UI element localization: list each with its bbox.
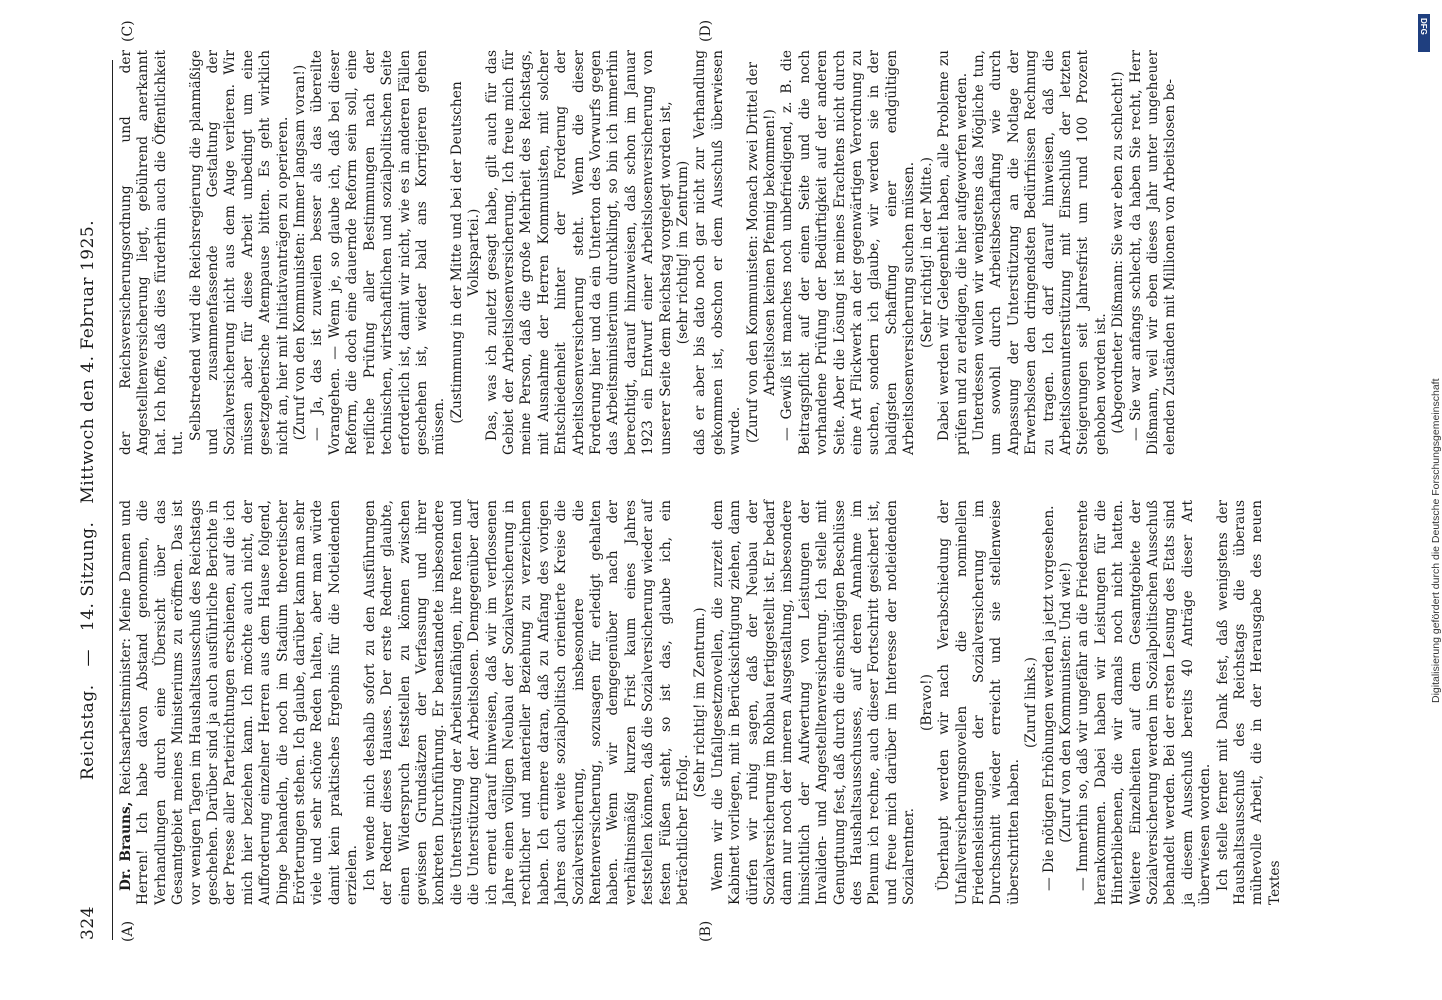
page-number: 324 — [78, 906, 98, 940]
interjection: (sehr richtig! im Zentrum) — [675, 160, 691, 345]
margin-marker-d: (D) — [698, 19, 714, 42]
paragraph: Dabei werden wir Gelegenheit haben, alle Probleme zu prüfen und zu erledigen, die hier aufgeworfen werden. — [936, 50, 970, 455]
interjection: (Zustimmung in der Mitte und bei der Deutschen Volkspartei.) — [448, 81, 483, 424]
digitization-credit — [1418, 8, 1442, 998]
interjection: (Zuruf von den Kommunisten: Und wie!) — [1057, 562, 1074, 843]
speech-text: Meine Damen und Herren! Ich habe davon Abstand genommen, die Verhandlungen durch eine Übersicht über das Gesamtgebiet meines Ministeriums zu eröffnen. Das ist vor wenigen Tagen im Haushaltsausschuß des Reichstags geschehen. Darüber sind ja auch ausführliche Berichte in der Presse aller Parteirichtungen erschienen, auf die ich mich hier beziehen kann. Ich möchte auch nicht, der Aufforderung einzelner Herren aus dem Hause folgend, Dinge behandeln, die noch im Stadium theoretischer Erörterungen stehen. Ich glaube, darüber kann man sehr viele und sehr schöne Reden halten, aber man würde damit kein praktisches Ergebnis für die Notleidenden erzielen. — [118, 500, 361, 905]
paragraph: Ich wende mich deshalb sofort zu den Ausführungen der Redner dieses Hauses. Der erste Redner glaubte, einen Widerspruch feststellen zu können zwischen gewissen Grundsätzen der Verfassung und ihrer konkreten Durchführung. Er beanstandete insbesondere die Unterstützung der Arbeitsunfähigen, ihre Renten und die Unterstützung der Arbeitslosen. Demgegenüber darf ich erneut darauf hinweisen, daß wir im verflossenen Jahre einen völligen Neubau der Sozialversicherung in rechtlicher und materieller Beziehung zu verzeichnen haben. Ich erinnere daran, daß zu Anfang des vorigen Jahres auch weite sozialpolitisch orientierte Kreise die Sozialversicherung, insbesondere die Rentenversicherung, sozusagen für erledigt gehalten haben. Wenn wir demgegenüber nach der verhältnismäßig kurzen Frist kaum eines Jahres feststellen können, daß die Sozialversicherung wieder auf festen Füßen steht, so ist das, glaube ich, ein beträchtlicher Erfolg. — [361, 500, 691, 905]
header-session: 14. Sitzung. — [78, 521, 98, 632]
paragraph: der Reichsversicherungsordnung und der Angestelltenversicherung liegt, gebührend anerkannt hat. Ich hoffe, daß dies fürderhin auch die Öffentlichkeit tut. — [118, 50, 187, 455]
interjection: (Zuruf von den Kommunisten: Immer langsam voran!) — [292, 64, 309, 441]
paragraph: — Sie war anfangs schlecht, da haben Sie recht, Herr Dißmann, weil wir eben dieses Jahr unter ungeheuer elenden Zuständen mit Millionen von Arbeitslosen be- — [1127, 50, 1179, 455]
dfg-logo: DFG — [1418, 14, 1430, 52]
left-column — [118, 500, 1284, 905]
margin-marker-c: (C) — [120, 20, 136, 42]
interjection: (Abgeordneter Dißmann: Sie war eben zu schlecht!) — [1110, 71, 1127, 434]
paragraph: Überhaupt werden wir nach Verabschiedung der Unfallversicherungsnovellen die nominellen Friedensleistungen der Sozialversicherung im Durchschnitt wieder erreicht und sie stellenweise überschritten haben. — [936, 500, 1022, 905]
speaker-name: Dr. Brauns, — [118, 801, 134, 891]
interjection: (Bravo!) — [918, 674, 935, 731]
paragraph — [118, 500, 362, 905]
right-column — [118, 50, 1180, 455]
margin-marker-a: (A) — [120, 920, 136, 942]
paragraph: Ich stelle ferner mit Dank fest, daß wenigstens der Haushaltsausschuß des Reichstags die überaus mühevolle Arbeit, die in der Herausgabe des neuen Textes — [1214, 500, 1283, 905]
paragraph: Das, was ich zuletzt gesagt habe, gilt auch für das Gebiet der Arbeitslosenversicherung. Ich freue mich für meine Person, daß die große Mehrheit des Reichstags, mit Ausnahme der Herren Kommunisten, mit solcher Entschiedenheit hinter der Forderung der Arbeitslosenversicherung steht. Wenn die dieser Forderung hier und da ein Unterton des Vorwurfs gegen das Arbeitsministerium durchklingt, so bin ich immerhin berechtigt, darauf hinzuweisen, daß schon im Januar 1923 ein Entwurf einer Arbeitslosenversicherung von unserer Seite dem Reichstag vorgelegt worden ist, — [483, 50, 674, 455]
paragraph: — Ja, das ist zuweilen besser als das übereilte Vorangehen. — Wenn je, so glaube ich, daß bei dieser Reform, die doch eine dauernde Reform sein soll, eine reifliche Prüfung aller Bestimmungen nach der technischen, wirtschaftlichen und sozialpolitischen Seite erforderlich ist, damit wir nicht, wie es in anderen Fällen geschehen ist, wieder bald ans Korrigieren gehen müssen. — [309, 50, 448, 455]
interjection: (Zuruf von den Kommunisten: Monach zwei Drittel der Arbeitslosen keinen Pfennig bekommen!) — [744, 61, 779, 444]
paragraph: Unterdessen wollen wir wenigstens das Mögliche tun, um sowohl durch Arbeitsbeschaffung wie durch Anpassung der Unterstützung an die Notlage der Erwerbslosen den dringendsten Bedürfnissen Rechnung zu tragen. Ich darf darauf hinweisen, daß die Arbeitslosenunterstützung mit Einschluß der letzten Steigerungen seit Jahresfrist um rund 100 Prozent gehoben worden ist. — [970, 50, 1109, 455]
paragraph: daß er aber bis dato noch gar nicht zur Verhandlung gekommen ist, obschon er dem Ausschuß überwiesen wurde. — [692, 50, 744, 455]
paragraph: — Die nötigen Erhöhungen werden ja jetzt vorgesehen. — [1040, 505, 1057, 891]
interjection: (Sehr richtig! im Zentrum.) — [692, 607, 709, 798]
speaker-role: Reichsarbeitsminister: — [118, 638, 134, 796]
interjection: (Sehr richtig! in der Mitte.) — [918, 157, 935, 348]
paragraph: Wenn wir die Unfallgesetznovellen, die zurzeit dem Kabinett vorliegen, mit in Berücksichtigung ziehen, dann dürfen wir ruhig sagen, daß der Neubau der Sozialversicherung im Rohbau fertiggestellt ist. Er bedarf dann nur noch der inneren Ausgestaltung, insbesondere hinsichtlich der Aufwertung von Leistungen der Invaliden- und Angestelltenversicherung. Ich stelle mit Genugtuung fest, daß durch die einschlägigen Beschlüsse des Haushaltsausschusses, auf deren Annahme im Plenum ich rechne, auch dieser Fortschritt gesichert ist, und freue mich darüber im Interesse der notleidenden Sozialrentner. — [709, 500, 918, 905]
header-dash: — — [78, 648, 98, 667]
paragraph: — Gewiß ist manches noch unbefriedigend, z. B. die Beitragspflicht auf der einen Seite und die noch vorhandene Prüfung der Bedürftigkeit auf der anderen Seite. Aber die Lösung ist meines Erachtens nicht durch eine Art Flickwerk an der gegenwärtigen Verordnung zu suchen, sondern ich glaube, wir werden sie in der baldigsten Schaffung einer endgültigen Arbeitslosenversicherung suchen müssen. — [779, 50, 918, 455]
margin-marker-b: (B) — [698, 920, 714, 942]
interjection: (Zuruf links.) — [1023, 656, 1040, 749]
paragraph: — Immerhin so, daß wir ungefähr an die Friedensrente herankommen. Dabei haben wir Leistungen für die Hinterbliebenen, die wir damals noch nicht hatten. Weitere Einzelheiten auf dem Gesamtgebiete der Sozialversicherung werden im Sozialpolitischen Ausschuß behandelt werden. Bei der ersten Lesung des Etats sind ja diesem Ausschuß bereits 40 Anträge dieser Art überwiesen worden. — [1075, 500, 1214, 905]
header-rule — [112, 60, 113, 940]
header-title — [78, 60, 98, 940]
paragraph: Selbstredend wird die Reichsregierung die planmäßige und zusammenfassende Gestaltung der Sozialversicherung nicht aus dem Auge verlieren. Wir müssen aber für diese Arbeit unbedingt um eine gesetzgeberische Atempause bitten. Es geht wirklich nicht an, hier mit Initiativanträgen zu operieren. — [187, 50, 291, 455]
header-body: Reichstag. — [78, 684, 98, 781]
header-date: Mittwoch den 4. Februar 1925. — [78, 219, 98, 504]
running-header — [70, 60, 110, 940]
credit-text: Digitalisierung gefördert durch die Deutsche Forschungsgemeinschaft — [1430, 378, 1442, 703]
